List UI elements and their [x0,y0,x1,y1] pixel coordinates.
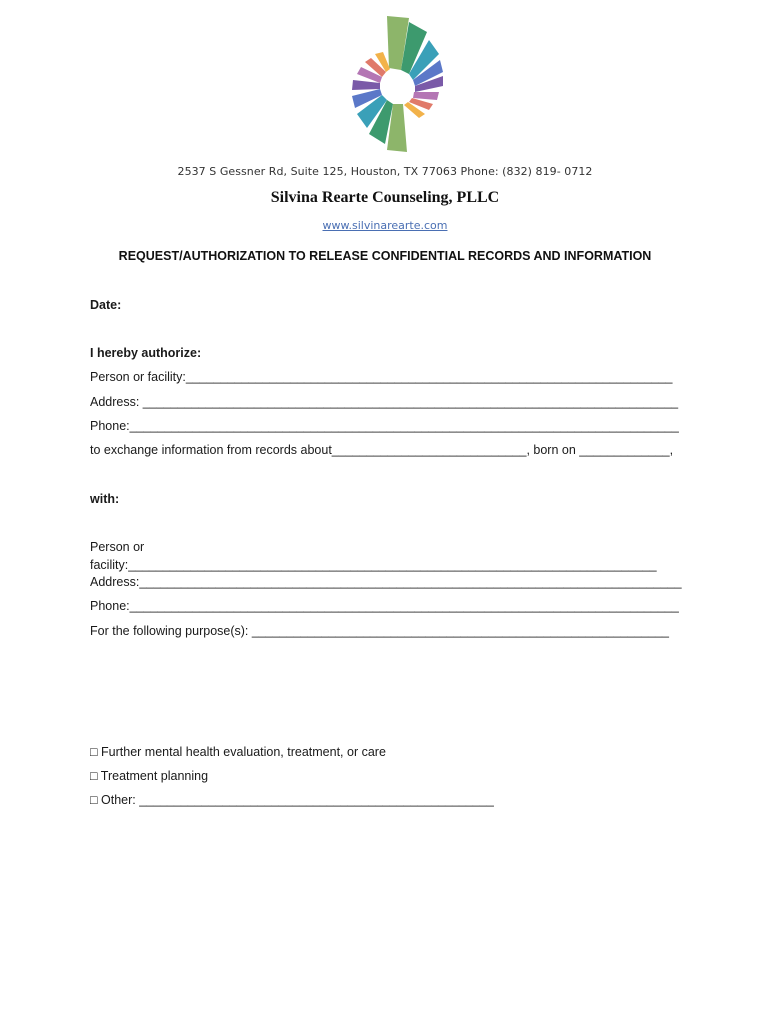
exchange-info-field[interactable]: to exchange information from records about____________________________, born on _____________, [90,443,674,457]
with-phone-field[interactable]: Phone:_______________________________________________________________________________ [90,599,679,613]
website-link[interactable]: www.silvinarearte.com [322,219,448,232]
authorize-person-field[interactable]: Person or facility:______________________________________________________________________ [90,370,673,384]
form-title: REQUEST/AUTHORIZATION TO RELEASE CONFIDENTIAL RECORDS AND INFORMATION [118,249,652,263]
company-name: Silvina Rearte Counseling, PLLC [270,189,500,206]
with-address-field[interactable]: Address:______________________________________________________________________________ [90,575,682,589]
radial-petal-logo-icon [347,12,447,154]
authorize-label: I hereby authorize: [90,346,202,360]
authorize-address-field[interactable]: Address: _____________________________________________________________________________ [90,395,679,409]
authorize-phone-field[interactable]: Phone:_______________________________________________________________________________ [90,419,679,433]
with-person-label: Person or [90,540,145,554]
option-treatment-planning-checkbox[interactable]: □ Treatment planning [90,769,209,783]
date-label: Date: [90,298,122,312]
option-other-checkbox[interactable]: □ Other: ___________________________________________________ [90,793,494,807]
purpose-field[interactable]: For the following purpose(s): ____________________________________________________________ [90,624,669,638]
address-line: 2537 S Gessner Rd, Suite 125, Houston, TX 77063 Phone: (832) 819- 0712 [177,165,593,178]
with-label: with: [90,492,120,506]
option-further-evaluation-checkbox[interactable]: □ Further mental health evaluation, treatment, or care [90,745,386,759]
with-facility-field[interactable]: facility:____________________________________________________________________________ [90,558,657,572]
